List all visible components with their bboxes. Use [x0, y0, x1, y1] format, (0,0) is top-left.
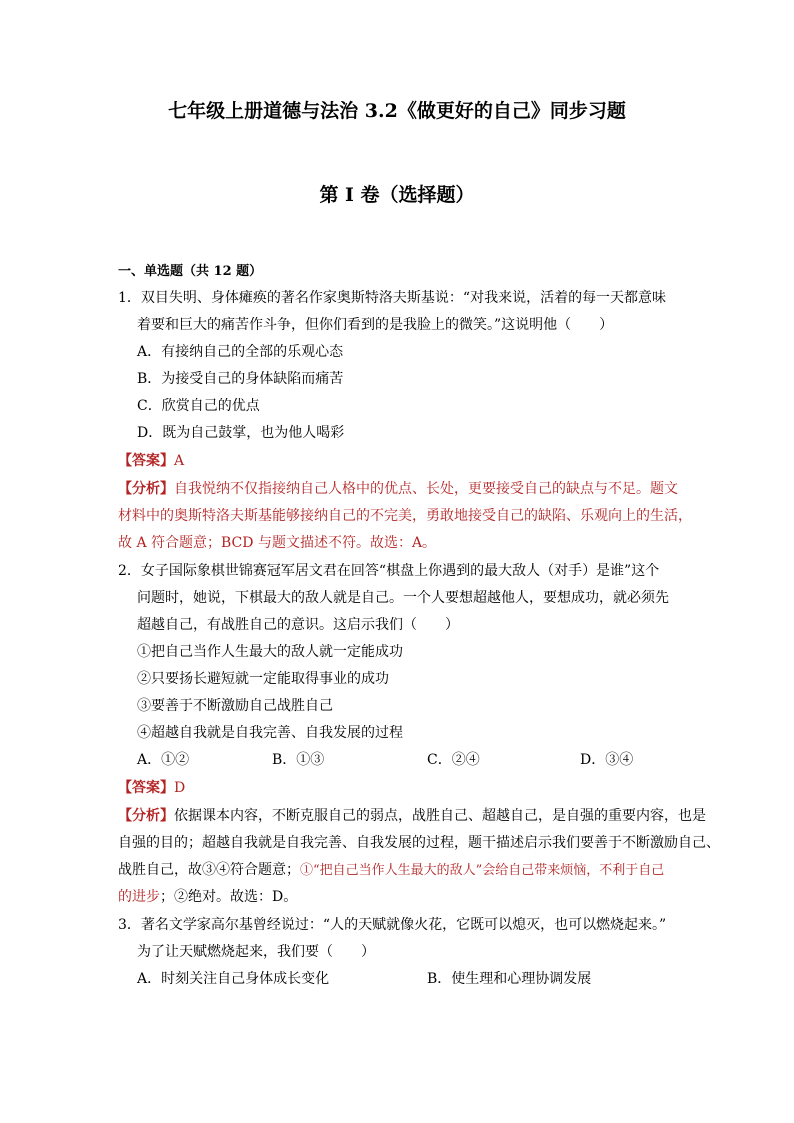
question-1-analysis-line-1: [118, 479, 678, 499]
question-2-analysis-line-2: 自强的目的；超越自我就是自我完善、自我发展的过程，题干描述启示我们要善于不断激励自己、: [118, 835, 720, 851]
question-1-line-2: 着要和巨大的痛苦作斗争，但你们看到的是我脸上的微笑。”这说明他（ ）: [137, 317, 614, 333]
analysis-text-red: 的进步: [118, 889, 160, 905]
question-2-statement-3: ③要善于不断激励自己战胜自己: [137, 698, 333, 714]
question-3-line-2: 为了让天赋燃烧起来，我们要（ ）: [137, 944, 375, 960]
analysis-tag: 【分析】: [118, 481, 174, 497]
question-3-line-1: 3．著名文学家高尔基曾经说过：“人的天赋就像火花，它既可以熄灭，也可以燃烧起来。”: [118, 917, 667, 933]
question-1-option-a: A．有接纳自己的全部的乐观心态: [137, 344, 344, 360]
question-2-line-3: 超越自己，有战胜自己的意识。这启示我们（ ）: [137, 617, 459, 633]
question-2-option-b: B．①③: [272, 752, 325, 768]
question-1-option-d: D．既为自己鼓掌，也为他人喝彩: [137, 425, 345, 441]
analysis-text: 自我悦纳不仅指接纳自己人格中的优点、长处，更要接受自己的缺点与不足。题文: [174, 481, 678, 497]
question-2-line-2: 问题时，她说，下棋最大的敌人就是自己。一个人要想超越他人，要想成功，就必须先: [137, 590, 669, 606]
answer-tag: 【答案】: [118, 780, 174, 796]
section-heading: 一、单选题（共 12 题）: [118, 264, 263, 279]
question-1-option-c: C．欣赏自己的优点: [137, 398, 260, 414]
question-2-option-c: C．②④: [427, 752, 480, 768]
question-2-statement-2: ②只要扬长避短就一定能取得事业的成功: [137, 671, 389, 687]
question-1-option-b: B．为接受自己的身体缺陷而痛苦: [137, 371, 344, 387]
question-3-option-a: A．时刻关注自己身体成长变化: [137, 971, 330, 987]
question-2-analysis-line-4: [118, 887, 297, 907]
question-1-analysis-line-2: 材料中的奥斯特洛夫斯基能够接纳自己的不完美，勇敢地接受自己的缺陷、乐观向上的生活，: [118, 508, 692, 524]
question-2-statement-1: ①把自己当作人生最大的敌人就一定能成功: [137, 644, 403, 660]
analysis-tag: 【分析】: [118, 808, 174, 824]
analysis-text: ；②绝对。故选：D。: [160, 889, 298, 905]
document-title: 七年级上册道德与法治 3.2《做更好的自己》同步习题: [168, 100, 626, 122]
question-2-statement-4: ④超越自我就是自我完善、自我发展的过程: [137, 725, 403, 741]
question-1-line-1: 1．双目失明、身体瘫痪的著名作家奥斯特洛夫斯基说：“对我来说，活着的每一天都意味: [118, 290, 667, 306]
question-2-option-a: A．①②: [137, 752, 190, 768]
question-2-analysis-line-3: [118, 860, 664, 881]
question-3-option-b: B．使生理和心理协调发展: [427, 971, 592, 987]
question-2-line-1: 2．女子国际象棋世锦赛冠军居文君在回答“棋盘上你遇到的最大敌人（对手）是谁”这个: [118, 563, 660, 579]
question-1-analysis-line-3: 故 A 符合题意；BCD 与题文描述不符。故选：A。: [118, 535, 437, 551]
analysis-text: 战胜自己，故③④符合题意；: [118, 862, 300, 878]
analysis-text-red: ①“把自己当作人生最大的敌人”会给自己带来烦恼，不利于自己: [300, 863, 665, 878]
answer-value: D: [174, 780, 186, 796]
answer-tag: 【答案】: [118, 453, 174, 469]
volume-title: 第 I 卷（选择题）: [319, 184, 475, 206]
analysis-text: 依据课本内容，不断克服自己的弱点，战胜自己、超越自己，是自强的重要内容，也是: [174, 808, 706, 824]
question-2-analysis-line-1: [118, 806, 706, 826]
answer-value: A: [174, 453, 185, 469]
question-1-answer: [118, 451, 184, 471]
question-2-answer: [118, 778, 185, 798]
question-2-option-d: D．③④: [580, 752, 634, 768]
